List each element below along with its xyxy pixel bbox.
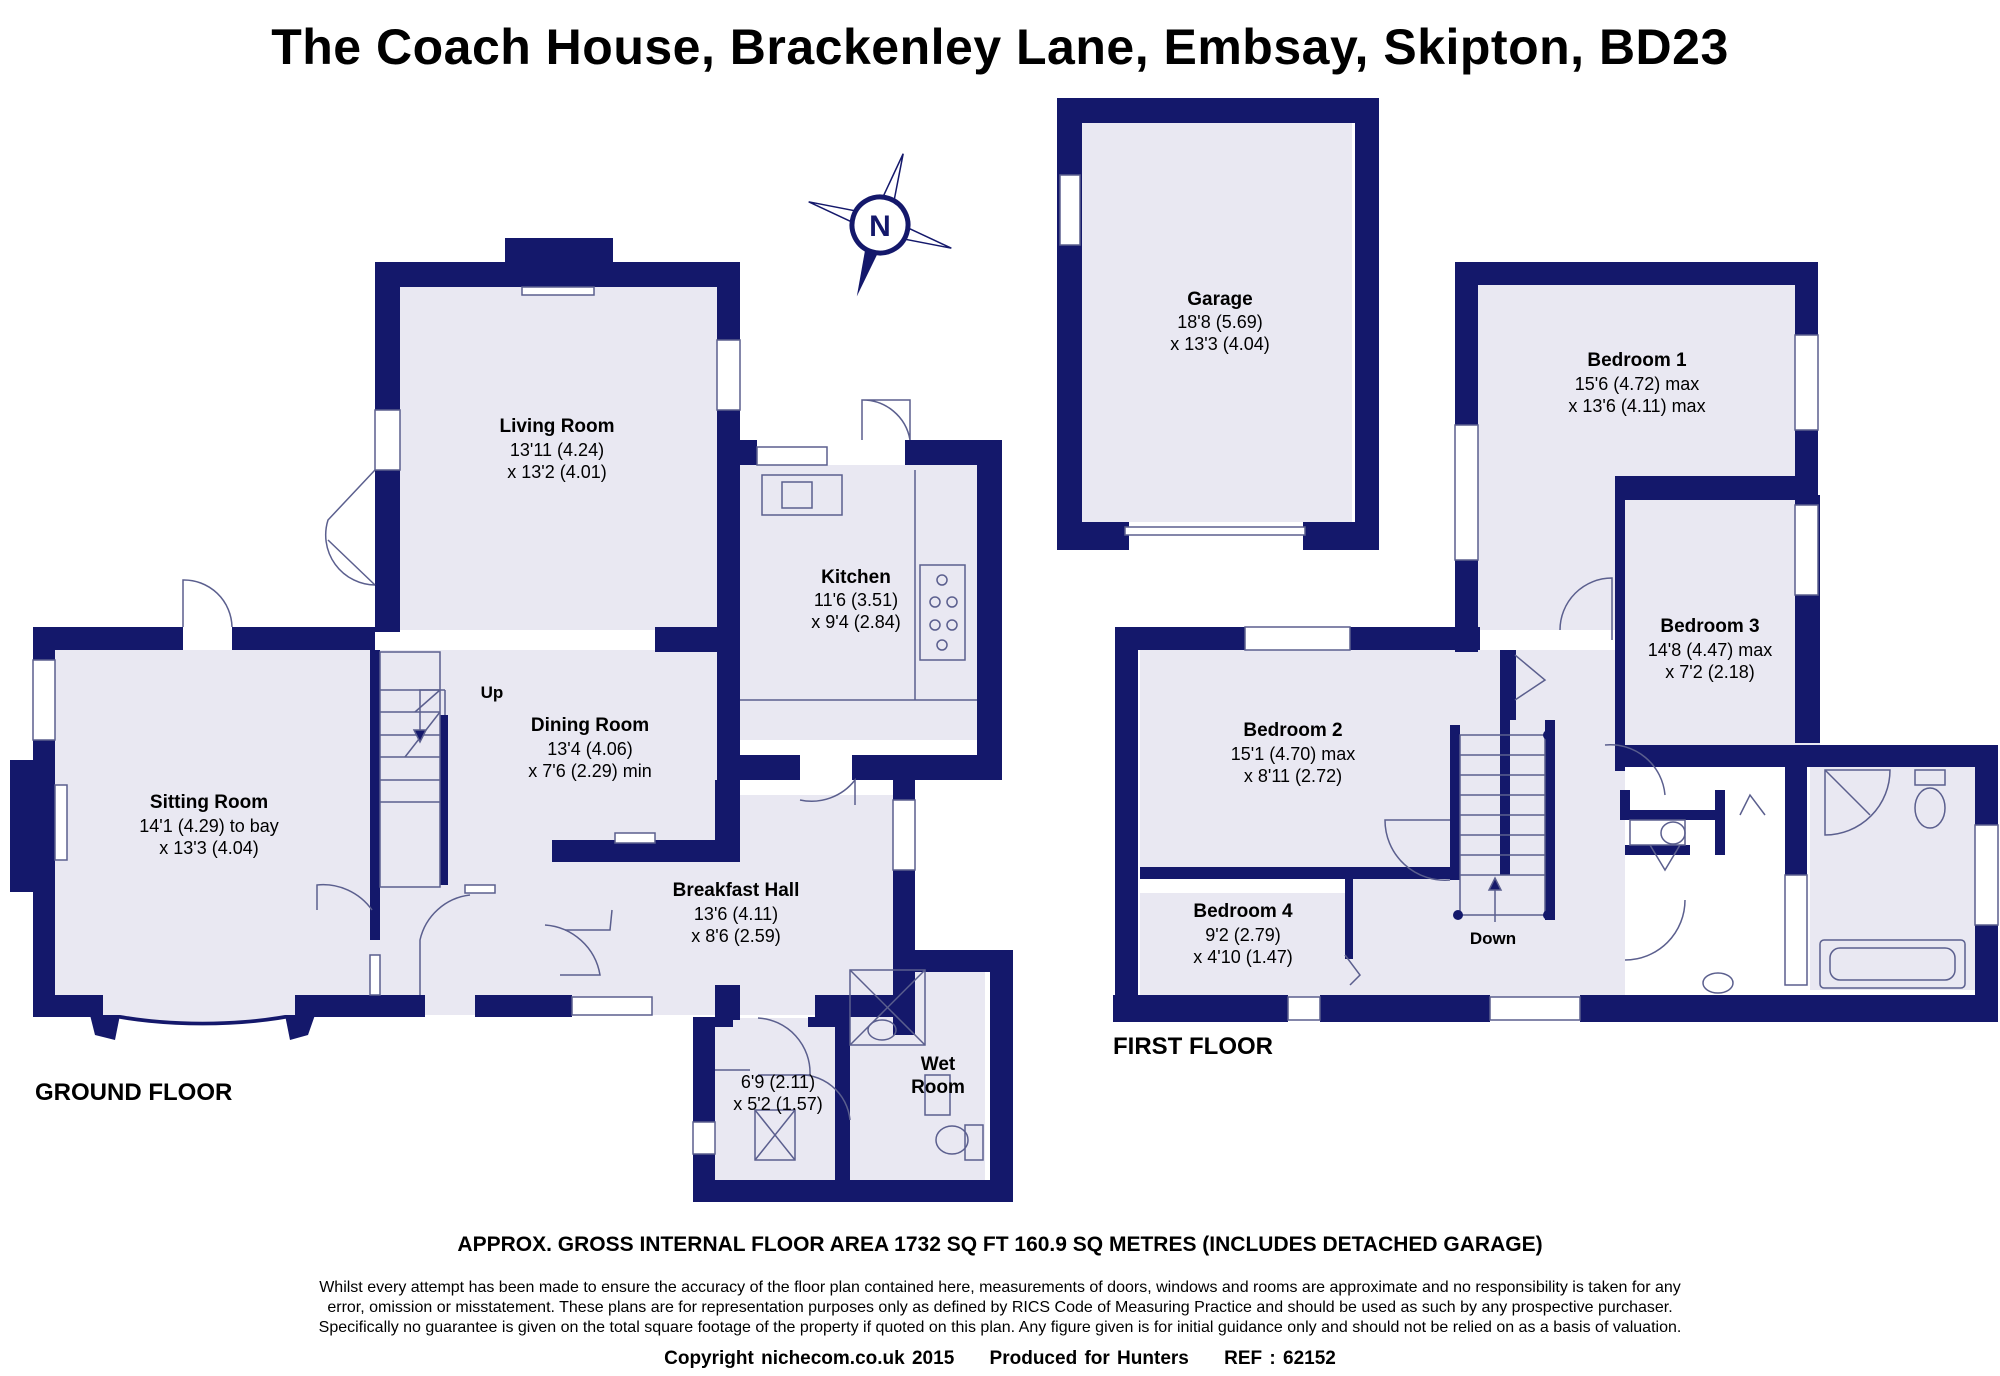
bedroom-1-dim-1: 15'6 (4.72) max — [1574, 374, 1700, 394]
living-room-dim-2: x 13'2 (4.01) — [507, 462, 607, 482]
dining-room-dim-1: 13'4 (4.06) — [547, 739, 633, 759]
disclaimer-line: error, omission or misstatement. These plans are for representation purposes only as defined by RICS Code of Measuring Practice and should be used as such by any prospective purchaser. — [327, 1299, 1673, 1316]
landing-basin-icon — [1703, 973, 1733, 993]
cupboard-icon — [1630, 820, 1685, 845]
bedroom-1-name: Bedroom 1 — [1587, 350, 1687, 371]
kitchen-dim-2: x 9'4 (2.84) — [811, 612, 901, 632]
breakfast-hall-dim-1: 13'6 (4.11) — [693, 904, 779, 924]
produced-for-text: Produced for Hunters — [989, 1348, 1189, 1369]
plan-title: The Coach House, Brackenley Lane, Embsay, Skipton, BD23 — [271, 19, 1729, 75]
breakfast-hall-name: Breakfast Hall — [672, 880, 800, 901]
garage-dim-1: 18'8 (5.69) — [1177, 312, 1263, 332]
ground-floor-plan — [10, 238, 1013, 1202]
bedroom-3-dim-1: 14'8 (4.47) max — [1647, 640, 1773, 660]
disclaimer — [230, 1278, 1770, 1338]
en-suite-toilet-icon — [1661, 822, 1685, 844]
utility-dim-1: 6'9 (2.11) — [740, 1072, 816, 1092]
dining-room-name: Dining Room — [530, 715, 650, 736]
bedroom-1-dim-2: x 13'6 (4.11) max — [1568, 396, 1706, 416]
bedroom-2-name: Bedroom 2 — [1243, 720, 1343, 741]
dining-room-dim-2: x 7'6 (2.29) min — [528, 761, 652, 781]
disclaimer-line: Whilst every attempt has been made to ensure the accuracy of the floor plan contained here, measurements of doors, windows and rooms are approximate and no responsibility is taken for any — [319, 1279, 1681, 1296]
bedroom-3-name: Bedroom 3 — [1660, 616, 1760, 637]
ground-floor-label: GROUND FLOOR — [35, 1079, 233, 1106]
bedroom-2-dim-2: x 8'11 (2.72) — [1243, 766, 1343, 786]
bedroom-4-dim-2: x 4'10 (1.47) — [1193, 947, 1293, 967]
floor-area-summary: APPROX. GROSS INTERNAL FLOOR AREA 1732 SQ FT 160.9 SQ METRES (INCLUDES DETACHED GARAGE) — [457, 1233, 1543, 1256]
wet-room-name-line-1: Wet — [920, 1054, 956, 1075]
first-floor-label: FIRST FLOOR — [1113, 1033, 1273, 1060]
kitchen-dim-1: 11'6 (3.51) — [813, 590, 899, 610]
breakfast-hall-dim-2: x 8'6 (2.59) — [691, 926, 781, 946]
garage-name: Garage — [1187, 289, 1253, 310]
kitchen-name: Kitchen — [821, 567, 891, 588]
living-room-name: Living Room — [499, 416, 615, 437]
bedroom-3-dim-2: x 7'2 (2.18) — [1665, 662, 1755, 682]
first-floor-plan — [1057, 98, 1998, 1022]
reference-text: REF : 62152 — [1224, 1348, 1336, 1369]
garage-dim-2: x 13'3 (4.04) — [1170, 334, 1270, 354]
bedroom-4-name: Bedroom 4 — [1193, 901, 1293, 922]
sitting-room-name: Sitting Room — [149, 792, 269, 813]
first-stairs-label: Down — [1469, 929, 1517, 948]
disclaimer-line: Specifically no guarantee is given on the total square footage of the property if quoted on this plan. Any figure given is for initial guidance only and should not be relied on as a basis of valuation. — [318, 1319, 1682, 1336]
utility-dim-2: x 5'2 (1.57) — [733, 1094, 823, 1114]
sitting-room-dim-1: 14'1 (4.29) to bay — [139, 816, 279, 836]
ground-stairs-label: Up — [480, 683, 504, 702]
sitting-room-dim-2: x 13'3 (4.04) — [159, 838, 259, 858]
copyright-text: Copyright nichecom.co.uk 2015 — [664, 1348, 955, 1369]
bedroom-2-dim-1: 15'1 (4.70) max — [1230, 744, 1356, 764]
first-floor-fill — [1082, 122, 1985, 1020]
bedroom-4-dim-1: 9'2 (2.79) — [1205, 925, 1281, 945]
compass-label: N — [869, 210, 891, 243]
living-room-dim-1: 13'11 (4.24) — [509, 440, 605, 460]
wet-room-name-line-2: Room — [911, 1077, 965, 1098]
footer — [0, 1348, 2000, 1370]
